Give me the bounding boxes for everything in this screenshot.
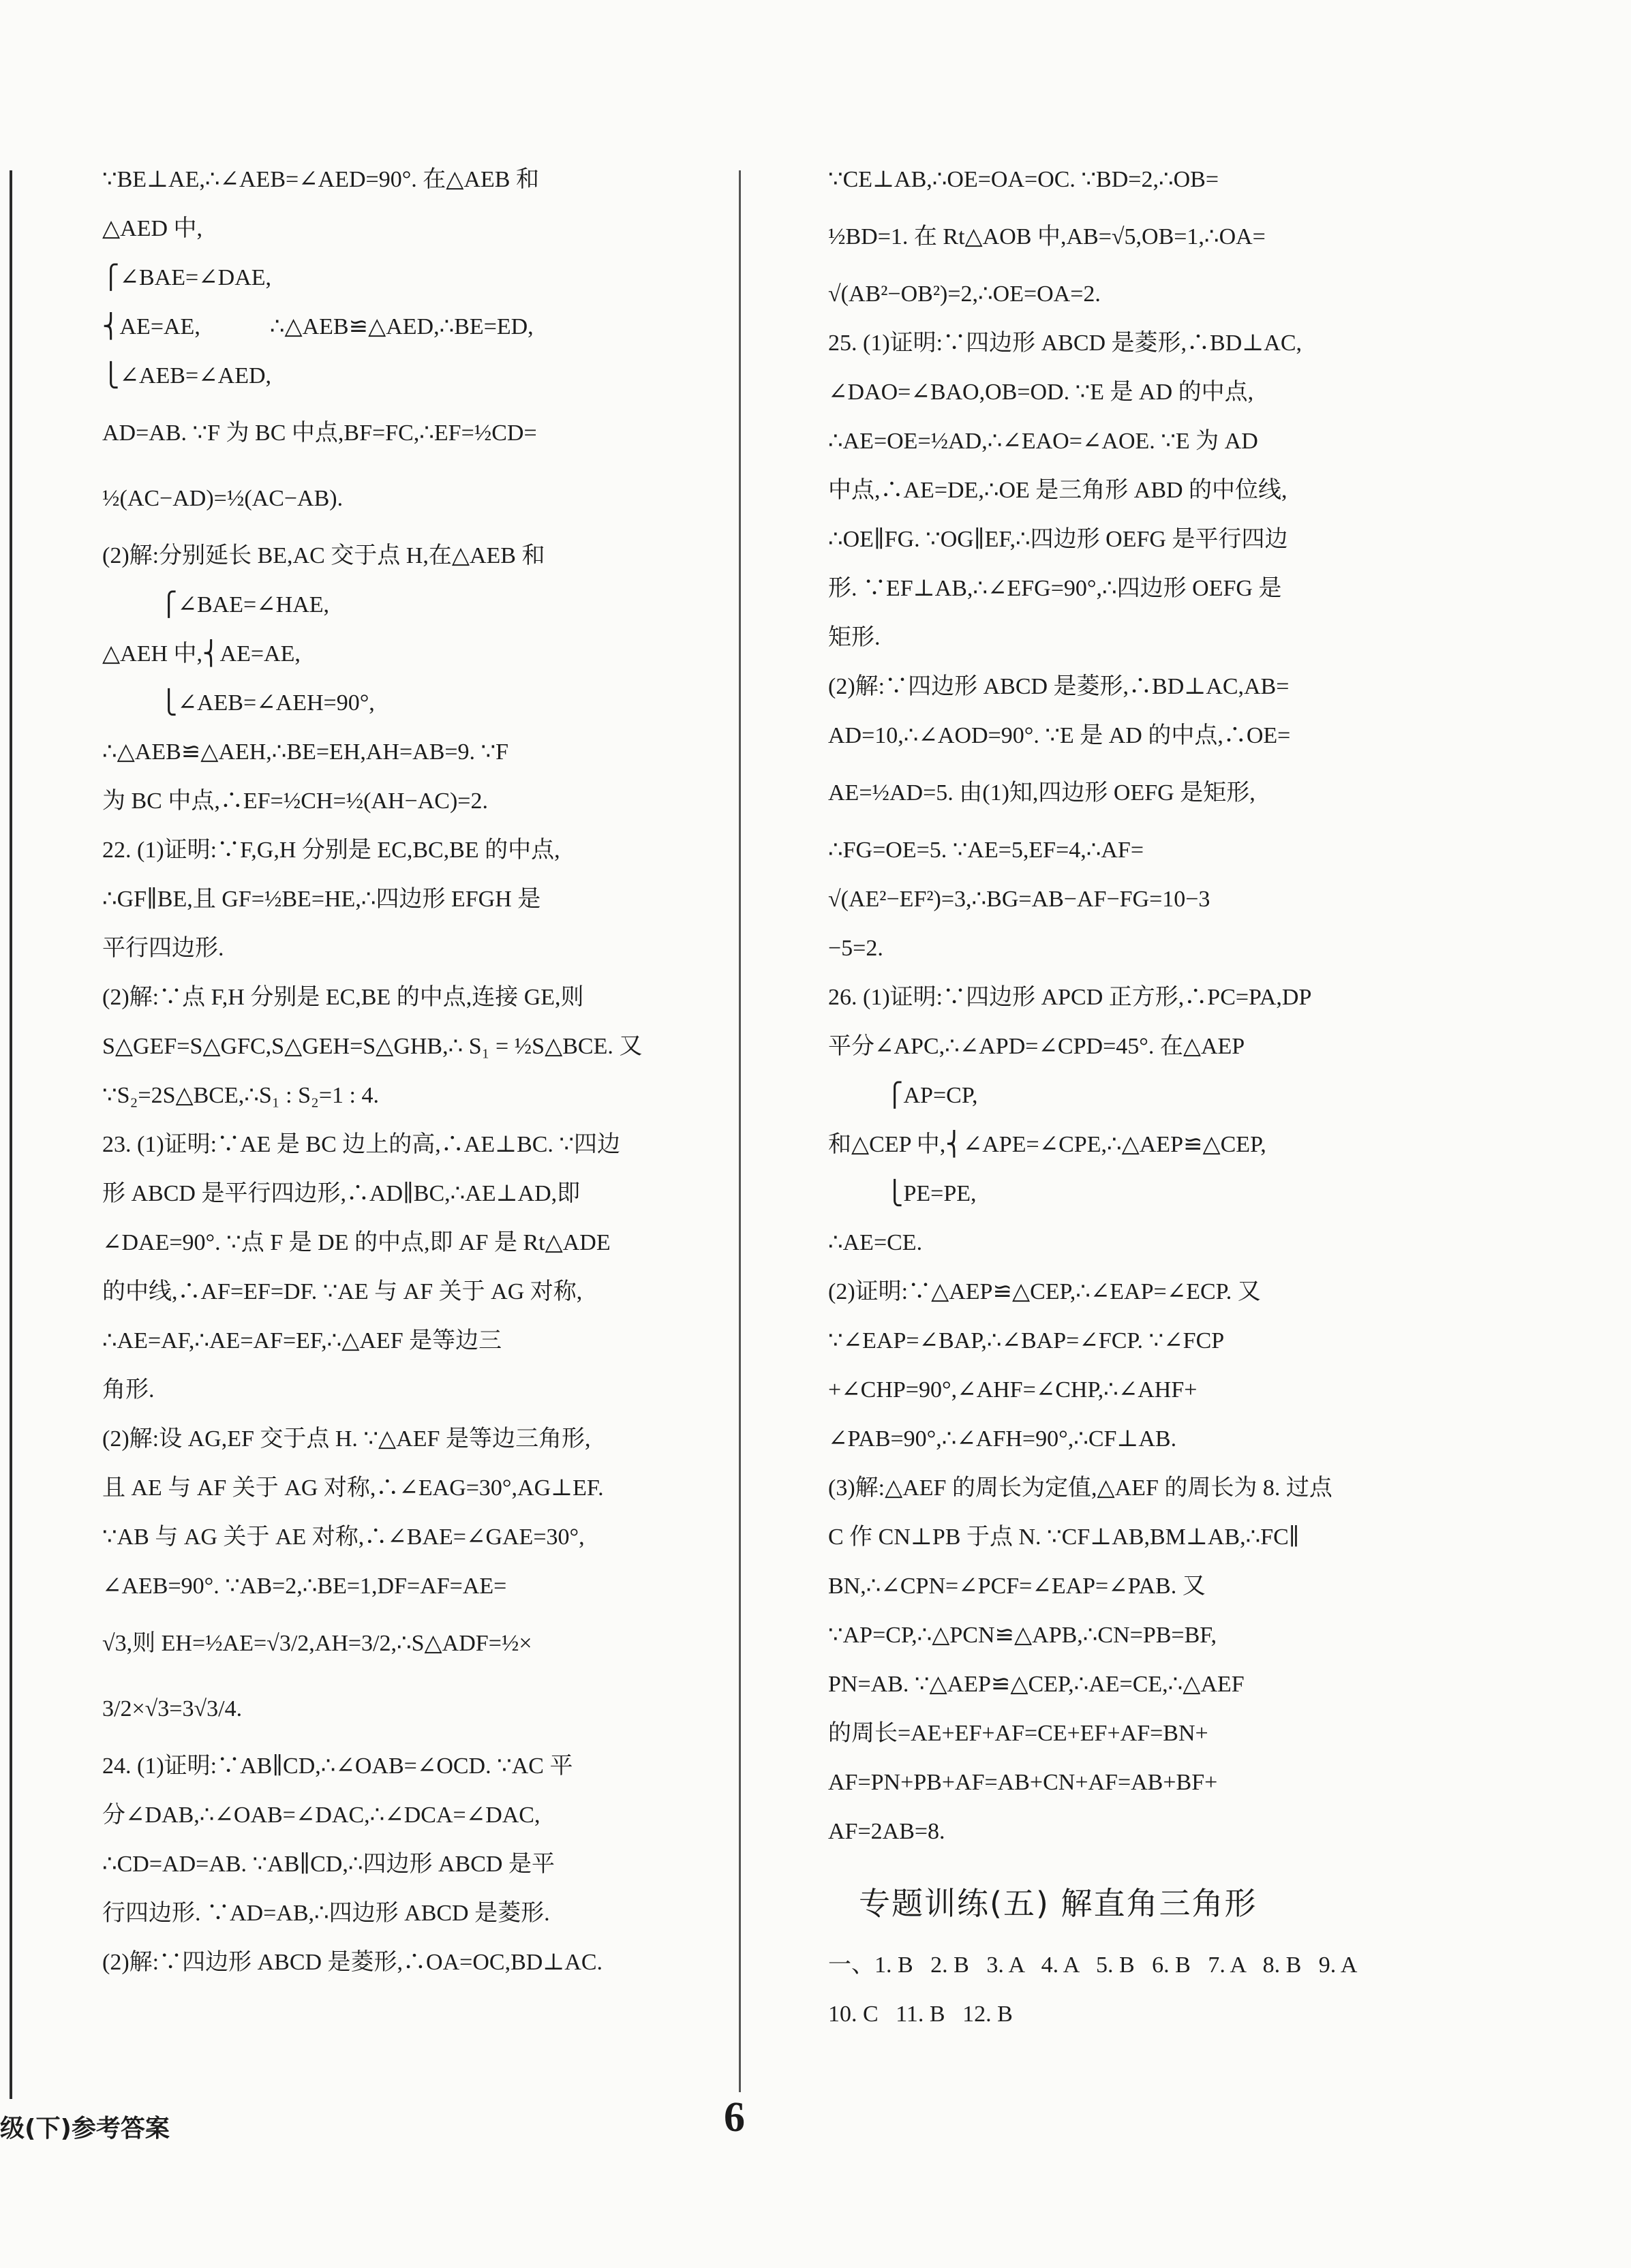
text-line: 中点,∴AE=DE,∴OE 是三角形 ABD 的中位线, [828,478,1287,503]
text-line: (2)证明:∵△AEP≌△CEP,∴∠EAP=∠ECP. 又 [828,1279,1261,1304]
text-line: √(AB²−OB²)=2,∴OE=OA=2. [828,281,1101,307]
text-line: ∴CD=AD=AB. ∵AB∥CD,∴四边形 ABCD 是平 [102,1852,555,1877]
text-line: ∵AP=CP,∴△PCN≌△APB,∴CN=PB=BF, [828,1623,1217,1648]
text-line: 22. (1)证明:∵F,G,H 分别是 EC,BC,BE 的中点, [102,838,560,863]
text-line: ∵CE⊥AB,∴OE=OA=OC. ∵BD=2,∴OB= [828,167,1219,192]
text-line: 角形. [102,1377,155,1403]
spacer [828,1856,1407,1866]
text-line: AE=½AD=5. 由(1)知,四边形 OEFG 是矩形, [828,780,1255,806]
text-line: ⎧∠BAE=∠DAE, [102,265,272,290]
text-line: ⎩PE=PE, [828,1181,977,1206]
text-line: △AEH 中,⎨AE=AE, [102,641,301,666]
footer-running-title: 级(下)参考答案 [0,2115,170,2143]
text-line: 且 AE 与 AF 关于 AG 对称,∴∠EAG=30°,AG⊥EF. [102,1475,604,1501]
text-line: (2)解:∵四边形 ABCD 是菱形,∴OA=OC,BD⊥AC. [102,1950,603,1975]
text-line: (3)解:△AEF 的周长为定值,△AEF 的周长为 8. 过点 [828,1475,1332,1501]
text-line: (2)解:∵四边形 ABCD 是菱形,∴BD⊥AC,AB= [828,674,1290,699]
text-line: ∠DAE=90°. ∵点 F 是 DE 的中点,即 AF 是 Rt△ADE [102,1230,611,1255]
left-column [102,155,682,1987]
text-line: AD=AB. ∵F 为 BC 中点,BF=FC,∴EF=½CD= [102,420,537,446]
text-line: BN,∴∠CPN=∠PCF=∠EAP=∠PAB. 又 [828,1574,1206,1599]
text-line: C 作 CN⊥PB 于点 N. ∵CF⊥AB,BM⊥AB,∴FC∥ [828,1524,1300,1550]
text-line: ½BD=1. 在 Rt△AOB 中,AB=√5,OB=1,∴OA= [828,224,1266,249]
text-line: 为 BC 中点,∴EF=½CH=½(AH−AC)=2. [102,788,488,814]
page-number: 6 [724,2094,745,2141]
text-line: 形 ABCD 是平行四边形,∴AD∥BC,∴AE⊥AD,即 [102,1181,581,1206]
text-line: 平分∠APC,∴∠APD=∠CPD=45°. 在△AEP [828,1034,1245,1059]
text-line: PN=AB. ∵△AEP≌△CEP,∴AE=CE,∴△AEF [828,1672,1245,1697]
text-line: 26. (1)证明:∵四边形 APCD 正方形,∴PC=PA,DP [828,985,1312,1010]
text-line: √(AE²−EF²)=3,∴BG=AB−AF−FG=10−3 [828,887,1210,912]
text-line: (2)解:设 AG,EF 交于点 H. ∵△AEF 是等边三角形, [102,1426,591,1452]
text-line: ∠DAO=∠BAO,OB=OD. ∵E 是 AD 的中点, [828,380,1254,405]
text-line: ∵BE⊥AE,∴∠AEB=∠AED=90°. 在△AEB 和 [102,167,539,192]
text-line: ∴AE=OE=½AD,∴∠EAO=∠AOE. ∵E 为 AD [828,429,1258,454]
answer-line: 10. C 11. B 12. B [828,2002,1013,2027]
text-line: 分∠DAB,∴∠OAB=∠DAC,∴∠DCA=∠DAC, [102,1803,540,1828]
text-line: ⎧AP=CP, [828,1083,978,1108]
text-line: ∵S₂=2S△BCE,∴S₁ : S₂=1 : 4. [102,1083,379,1108]
section-title: 专题训练(五) 解直角三角形 [859,1885,1257,1922]
text-line: 平行四边形. [102,936,224,961]
text-line: 23. (1)证明:∵AE 是 BC 边上的高,∴AE⊥BC. ∵四边 [102,1132,621,1157]
text-line: 3/2×√3=3√3/4. [102,1696,243,1721]
text-line: 矩形. [828,625,881,650]
text-line: AD=10,∴∠AOD=90°. ∵E 是 AD 的中点,∴OE= [828,723,1291,748]
text-line: ⎩∠AEB=∠AED, [102,363,272,388]
text-line: ⎩∠AEB=∠AEH=90°, [102,690,375,716]
text-line: △AED 中, [102,216,203,241]
text-line: 行四边形. ∵AD=AB,∴四边形 ABCD 是菱形. [102,1901,550,1926]
text-line: √3,则 EH=½AE=√3/2,AH=3/2,∴S△ADF=½× [102,1631,532,1656]
text-line: ⎨AE=AE, ∴△AEB≌△AED,∴BE=ED, [102,314,534,339]
text-line: S△GEF=S△GFC,S△GEH=S△GHB,∴ S₁ = ½S△BCE. 又 [102,1034,643,1059]
text-line: ∵AB 与 AG 关于 AE 对称,∴∠BAE=∠GAE=30°, [102,1524,585,1550]
text-line: 25. (1)证明:∵四边形 ABCD 是菱形,∴BD⊥AC, [828,331,1302,356]
text-line: 的中线,∴AF=EF=DF. ∵AE 与 AF 关于 AG 对称, [102,1279,583,1304]
text-line: 的周长=AE+EF+AF=CE+EF+AF=BN+ [828,1721,1208,1746]
page-edge-rule [10,170,12,2099]
text-line: ∠PAB=90°,∴∠AFH=90°,∴CF⊥AB. [828,1426,1177,1452]
text-line: ⎧∠BAE=∠HAE, [102,592,330,617]
text-line: 24. (1)证明:∵AB∥CD,∴∠OAB=∠OCD. ∵AC 平 [102,1753,573,1779]
text-line: ∠AEB=90°. ∵AB=2,∴BE=1,DF=AF=AE= [102,1574,507,1599]
text-line: AF=2AB=8. [828,1819,945,1844]
text-line: ½(AC−AD)=½(AC−AB). [102,486,344,511]
text-line: 形. ∵EF⊥AB,∴∠EFG=90°,∴四边形 OEFG 是 [828,576,1282,601]
text-line: 和△CEP 中,⎨∠APE=∠CPE,∴△AEP≌△CEP, [828,1132,1266,1157]
column-divider [739,170,741,2092]
text-line: −5=2. [828,936,883,961]
text-line: ∴AE=AF,∴AE=AF=EF,∴△AEF 是等边三 [102,1328,502,1353]
answer-line: 一、1. B 2. B 3. A 4. A 5. B 6. B 7. A 8. B 9. A [828,1952,1358,1978]
text-line: ∴OE∥FG. ∵OG∥EF,∴四边形 OEFG 是平行四边 [828,527,1288,552]
text-line: ∵∠EAP=∠BAP,∴∠BAP=∠FCP. ∵∠FCP [828,1328,1225,1353]
text-line: +∠CHP=90°,∠AHF=∠CHP,∴∠AHF+ [828,1377,1198,1403]
text-line: (2)解:分别延长 BE,AC 交于点 H,在△AEB 和 [102,543,545,568]
text-line: ∴FG=OE=5. ∵AE=5,EF=4,∴AF= [828,838,1144,863]
right-column [828,155,1407,2039]
text-line: ∴GF∥BE,且 GF=½BE=HE,∴四边形 EFGH 是 [102,887,541,912]
text-line: ∴AE=CE. [828,1230,923,1255]
text-line: ∴△AEB≌△AEH,∴BE=EH,AH=AB=9. ∵F [102,739,509,765]
text-line: AF=PN+PB+AF=AB+CN+AF=AB+BF+ [828,1770,1218,1795]
text-line: (2)解:∵点 F,H 分别是 EC,BE 的中点,连接 GE,则 [102,985,584,1010]
